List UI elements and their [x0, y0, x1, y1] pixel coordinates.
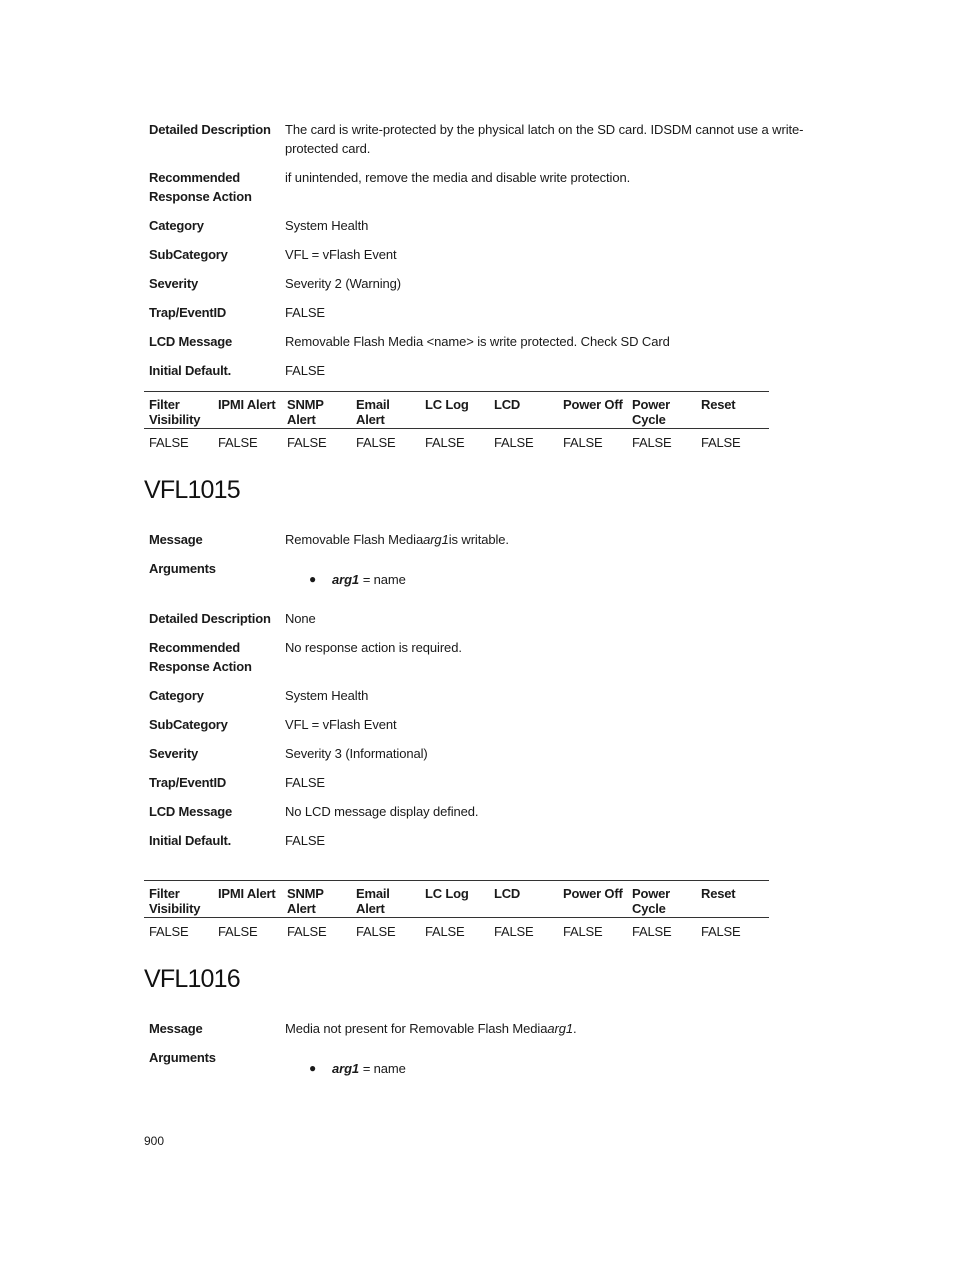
detail-row: [149, 638, 829, 676]
argument-value: name: [373, 1061, 406, 1076]
filter-header: LC Log: [420, 392, 489, 429]
detail-row: [149, 303, 829, 322]
detail-label: Category: [149, 218, 204, 233]
detail-value: FALSE: [285, 775, 325, 790]
detail-value: No LCD message display defined.: [285, 804, 479, 819]
detail-label: SubCategory: [149, 717, 228, 732]
detail-label: Severity: [149, 276, 198, 291]
detail-label: Detailed Description: [149, 122, 271, 137]
page-number: 900: [144, 1134, 165, 1148]
detail-label: Initial Default.: [149, 363, 232, 378]
argument-value: name: [373, 572, 406, 587]
arguments-row: [149, 559, 829, 589]
detail-label: Trap/EventID: [149, 305, 227, 320]
argument-name: arg1: [332, 572, 360, 587]
filter-header: Power Off: [558, 392, 627, 429]
filter-header: Email Alert: [351, 392, 420, 429]
detail-row: [149, 361, 829, 380]
filter-value: FALSE: [494, 435, 534, 450]
detail-row: [149, 715, 829, 734]
filter-value: FALSE: [563, 435, 603, 450]
filter-value: FALSE: [218, 435, 258, 450]
detail-label: LCD Message: [149, 804, 233, 819]
detail-value: Severity 3 (Informational): [285, 746, 428, 761]
filter-table: [144, 880, 769, 950]
filter-value: FALSE: [563, 924, 603, 939]
section-heading: VFL1015: [144, 476, 240, 504]
filter-value: FALSE: [494, 924, 534, 939]
detail-value: FALSE: [285, 305, 325, 320]
arguments-row: [149, 1048, 829, 1078]
filter-value: FALSE: [287, 435, 327, 450]
bullet-icon: ●: [309, 1061, 317, 1075]
message-text: Media not present for Removable Flash Media: [285, 1021, 548, 1036]
filter-value: FALSE: [218, 924, 258, 939]
filter-value-row: [144, 429, 769, 462]
detail-row: [149, 168, 829, 206]
detail-row: [149, 274, 829, 293]
filter-header: SNMP Alert: [282, 881, 351, 918]
detail-row: [149, 245, 829, 264]
prev-section-details: [149, 120, 829, 380]
filter-value: FALSE: [632, 924, 672, 939]
detail-label: Trap/EventID: [149, 775, 227, 790]
message-text: Removable Flash Media: [285, 532, 424, 547]
filter-header: Power Cycle: [627, 881, 696, 918]
message-text-end: is writable.: [448, 532, 509, 547]
detail-row: [149, 802, 829, 821]
filter-header: SNMP Alert: [282, 392, 351, 429]
argument-equals: =: [359, 1061, 374, 1076]
filter-table: [144, 391, 769, 461]
filter-header-row: [144, 392, 769, 429]
detail-value: None: [285, 611, 316, 626]
bullet-icon: ●: [309, 572, 317, 586]
argument-item: [285, 1059, 829, 1078]
filter-header-row: [144, 881, 769, 918]
detail-value: FALSE: [285, 363, 325, 378]
message-value: [285, 1019, 829, 1038]
filter-value-row: [144, 918, 769, 951]
detail-label: LCD Message: [149, 334, 233, 349]
vfl1016-details: [149, 1019, 829, 1078]
message-arg: arg1: [547, 1021, 573, 1036]
argument-equals: =: [359, 572, 374, 587]
filter-header: Reset: [696, 881, 769, 918]
arguments-label: Arguments: [149, 561, 216, 576]
arguments-value: [285, 1048, 829, 1078]
detail-value: Severity 2 (Warning): [285, 276, 401, 291]
vfl1015-details: [149, 530, 829, 850]
filter-header: LCD: [489, 881, 558, 918]
filter-header: Reset: [696, 392, 769, 429]
filter-value: FALSE: [356, 924, 396, 939]
filter-header: Power Cycle: [627, 392, 696, 429]
message-label: Message: [149, 532, 203, 547]
detail-label: Severity: [149, 746, 198, 761]
detail-value: No response action is required.: [285, 640, 462, 655]
message-arg: arg1: [423, 532, 449, 547]
arguments-label: Arguments: [149, 1050, 216, 1065]
filter-header: LCD: [489, 392, 558, 429]
detail-row: [149, 120, 829, 158]
detail-label: SubCategory: [149, 247, 228, 262]
filter-header: Filter Visibility: [144, 881, 213, 918]
detail-value: FALSE: [285, 833, 325, 848]
filter-value: FALSE: [356, 435, 396, 450]
detail-row: [149, 686, 829, 705]
filter-header: IPMI Alert: [213, 392, 282, 429]
detail-label: Initial Default.: [149, 833, 232, 848]
message-label: Message: [149, 1021, 203, 1036]
detail-row: [149, 609, 829, 628]
message-row: [149, 1019, 829, 1038]
message-value: [285, 530, 829, 549]
detail-label: Detailed Description: [149, 611, 271, 626]
filter-header: Email Alert: [351, 881, 420, 918]
detail-row: [149, 744, 829, 763]
filter-value: FALSE: [425, 435, 465, 450]
argument-name: arg1: [332, 1061, 360, 1076]
message-text-end: .: [572, 1021, 577, 1036]
detail-value: Removable Flash Media <name> is write protected. Check SD Card: [285, 334, 670, 349]
detail-row: [149, 216, 829, 235]
detail-value: if unintended, remove the media and disable write protection.: [285, 170, 631, 185]
filter-value: FALSE: [149, 435, 189, 450]
filter-header: Power Off: [558, 881, 627, 918]
message-row: [149, 530, 829, 549]
detail-value: System Health: [285, 218, 369, 233]
arguments-value: [285, 559, 829, 589]
detail-value: VFL = vFlash Event: [285, 247, 397, 262]
detail-value: The card is write-protected by the physical latch on the SD card. IDSDM cannot use a write-protected card.: [285, 122, 804, 156]
detail-value: VFL = vFlash Event: [285, 717, 397, 732]
filter-header: IPMI Alert: [213, 881, 282, 918]
filter-value: FALSE: [149, 924, 189, 939]
detail-label: Recommended Response Action: [149, 640, 252, 674]
filter-header: Filter Visibility: [144, 392, 213, 429]
filter-value: FALSE: [701, 924, 741, 939]
detail-label: Category: [149, 688, 204, 703]
filter-header: LC Log: [420, 881, 489, 918]
detail-value: System Health: [285, 688, 369, 703]
filter-value: FALSE: [425, 924, 465, 939]
argument-item: [285, 570, 829, 589]
detail-row: [149, 831, 829, 850]
detail-row: [149, 773, 829, 792]
filter-value: FALSE: [287, 924, 327, 939]
section-heading: VFL1016: [144, 965, 240, 993]
filter-value: FALSE: [632, 435, 672, 450]
detail-label: Recommended Response Action: [149, 170, 252, 204]
filter-value: FALSE: [701, 435, 741, 450]
detail-row: [149, 332, 829, 351]
